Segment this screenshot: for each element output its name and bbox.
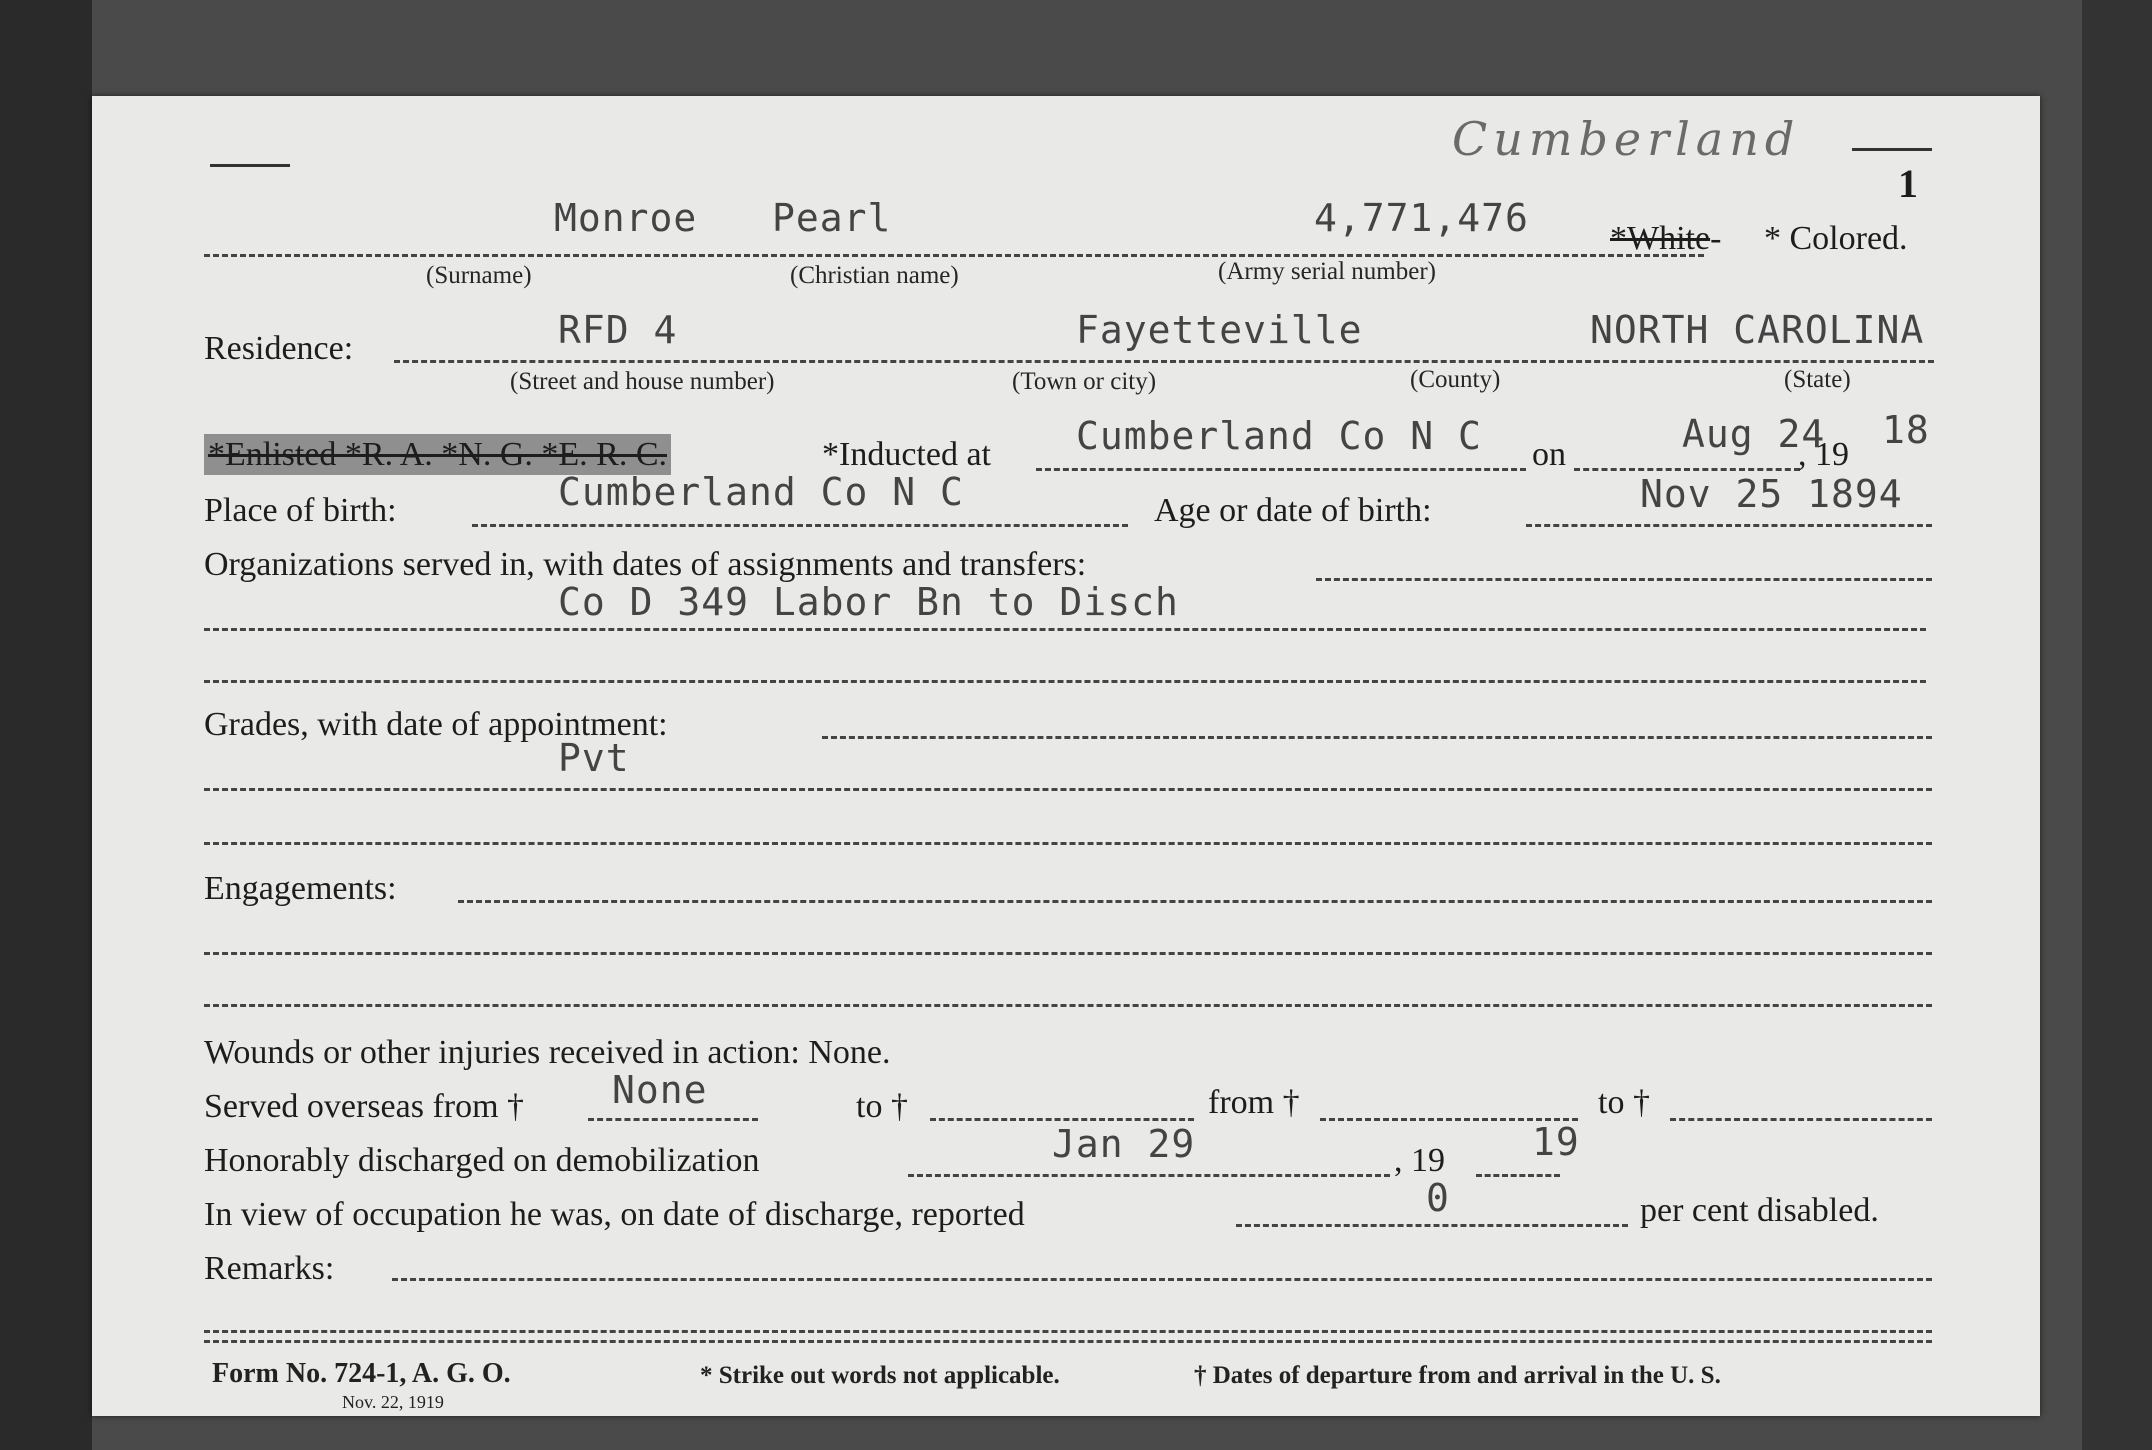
scan-border-left (0, 0, 92, 1450)
top-right-rule (1852, 148, 1932, 151)
engagements-line-3 (204, 1004, 1932, 1007)
residence-line (394, 360, 1934, 363)
wounds-label: Wounds or other injuries received in action: None. (204, 1034, 891, 1071)
caption-street: (Street and house number) (510, 368, 775, 395)
engagements-line-1 (458, 900, 1932, 903)
organizations-line-2 (204, 628, 1926, 631)
induction-year: 18 (1882, 408, 1930, 452)
engagements-label: Engagements: (204, 870, 397, 907)
date-of-birth-value: Nov 25 1894 (1640, 472, 1903, 516)
grades-label: Grades, with date of appointment: (204, 706, 668, 743)
overseas-to-label: to † (856, 1088, 908, 1125)
on-label: on (1532, 436, 1566, 473)
caption-surname: (Surname) (426, 262, 532, 289)
place-of-birth-label: Place of birth: (204, 492, 397, 529)
discharge-year: 19 (1532, 1120, 1580, 1164)
name-line (204, 254, 1704, 257)
discharge-year-line (1476, 1174, 1560, 1177)
disability-label: In view of occupation he was, on date of discharge, reported (204, 1196, 1025, 1233)
serial-number-value: 4,771,476 (1314, 196, 1529, 240)
organizations-label: Organizations served in, with dates of assignments and transfers: (204, 546, 1087, 583)
grades-value: Pvt (558, 736, 630, 780)
grades-line-3 (204, 842, 1932, 845)
discharge-date-line (908, 1174, 1390, 1177)
organizations-line-1 (1316, 578, 1932, 581)
remarks-line-3 (204, 1340, 1932, 1343)
place-of-birth-line (472, 524, 1128, 527)
caption-christian-name: (Christian name) (790, 262, 959, 289)
engagements-line-2 (204, 952, 1932, 955)
scan-border-right (2082, 0, 2152, 1450)
disability-line (1236, 1224, 1628, 1227)
remarks-line-2 (204, 1330, 1932, 1333)
overseas-from2-label: from † (1208, 1084, 1300, 1121)
grades-line-2 (204, 788, 1932, 791)
induction-year-prefix: , 19 (1798, 436, 1849, 473)
inducted-place: Cumberland Co N C (1076, 414, 1482, 458)
overseas-to2-label: to † (1598, 1084, 1650, 1121)
residence-label: Residence: (204, 330, 354, 367)
residence-street: RFD 4 (558, 308, 678, 352)
top-left-rule (210, 164, 290, 167)
disability-suffix: per cent disabled. (1640, 1192, 1879, 1229)
county-handwritten: Cumberland (1452, 112, 1801, 166)
form-date: Nov. 22, 1919 (342, 1392, 444, 1412)
overseas-to-line (930, 1118, 1194, 1121)
caption-serial: (Army serial number) (1218, 258, 1436, 285)
race-white: *White (1610, 220, 1711, 257)
caption-county: (County) (1410, 366, 1501, 393)
remarks-line-1 (392, 1278, 1932, 1281)
remarks-label: Remarks: (204, 1250, 335, 1287)
residence-state: NORTH CAROLINA (1590, 308, 1925, 352)
place-of-birth-value: Cumberland Co N C (558, 470, 964, 514)
age-label: Age or date of birth: (1154, 492, 1432, 529)
struck-enlistment-types: *Enlisted *R. A. *N. G. *E. R. C. (204, 434, 671, 475)
race-dash: - (1710, 220, 1722, 257)
disability-value: 0 (1426, 1176, 1450, 1220)
overseas-to2-line (1670, 1118, 1932, 1121)
discharge-label: Honorably discharged on demobilization (204, 1142, 760, 1179)
caption-state: (State) (1784, 366, 1851, 393)
race-colored: * Colored. (1764, 220, 1908, 257)
surname-value: Monroe (554, 196, 698, 240)
christian-name-value: Pearl (772, 196, 892, 240)
inducted-label: *Inducted at (822, 436, 991, 473)
footnote-strike: * Strike out words not applicable. (700, 1362, 1060, 1389)
overseas-label: Served overseas from † (204, 1088, 525, 1125)
card-number: 1 (1898, 161, 1918, 206)
overseas-from-value: None (612, 1068, 708, 1112)
caption-town: (Town or city) (1012, 368, 1157, 395)
induction-date: Aug 24 (1682, 412, 1826, 456)
overseas-from-line (588, 1118, 758, 1121)
enlistment-struck-options (204, 436, 671, 474)
inducted-line (1036, 468, 1526, 471)
date-of-birth-line (1526, 524, 1932, 527)
discharge-date: Jan 29 (1052, 1122, 1196, 1166)
organizations-value: Co D 349 Labor Bn to Disch (558, 580, 1179, 624)
grades-line-1 (822, 736, 1932, 739)
discharge-year-prefix: , 19 (1394, 1142, 1445, 1179)
induction-date-line (1574, 468, 1800, 471)
footnote-dates: † Dates of departure from and arrival in the U. S. (1194, 1362, 1721, 1389)
form-number: Form No. 724-1, A. G. O. (212, 1358, 511, 1389)
race-white-struck (1610, 220, 1721, 258)
residence-town: Fayetteville (1076, 308, 1363, 352)
organizations-line-3 (204, 680, 1926, 683)
service-record-card (92, 96, 2040, 1416)
